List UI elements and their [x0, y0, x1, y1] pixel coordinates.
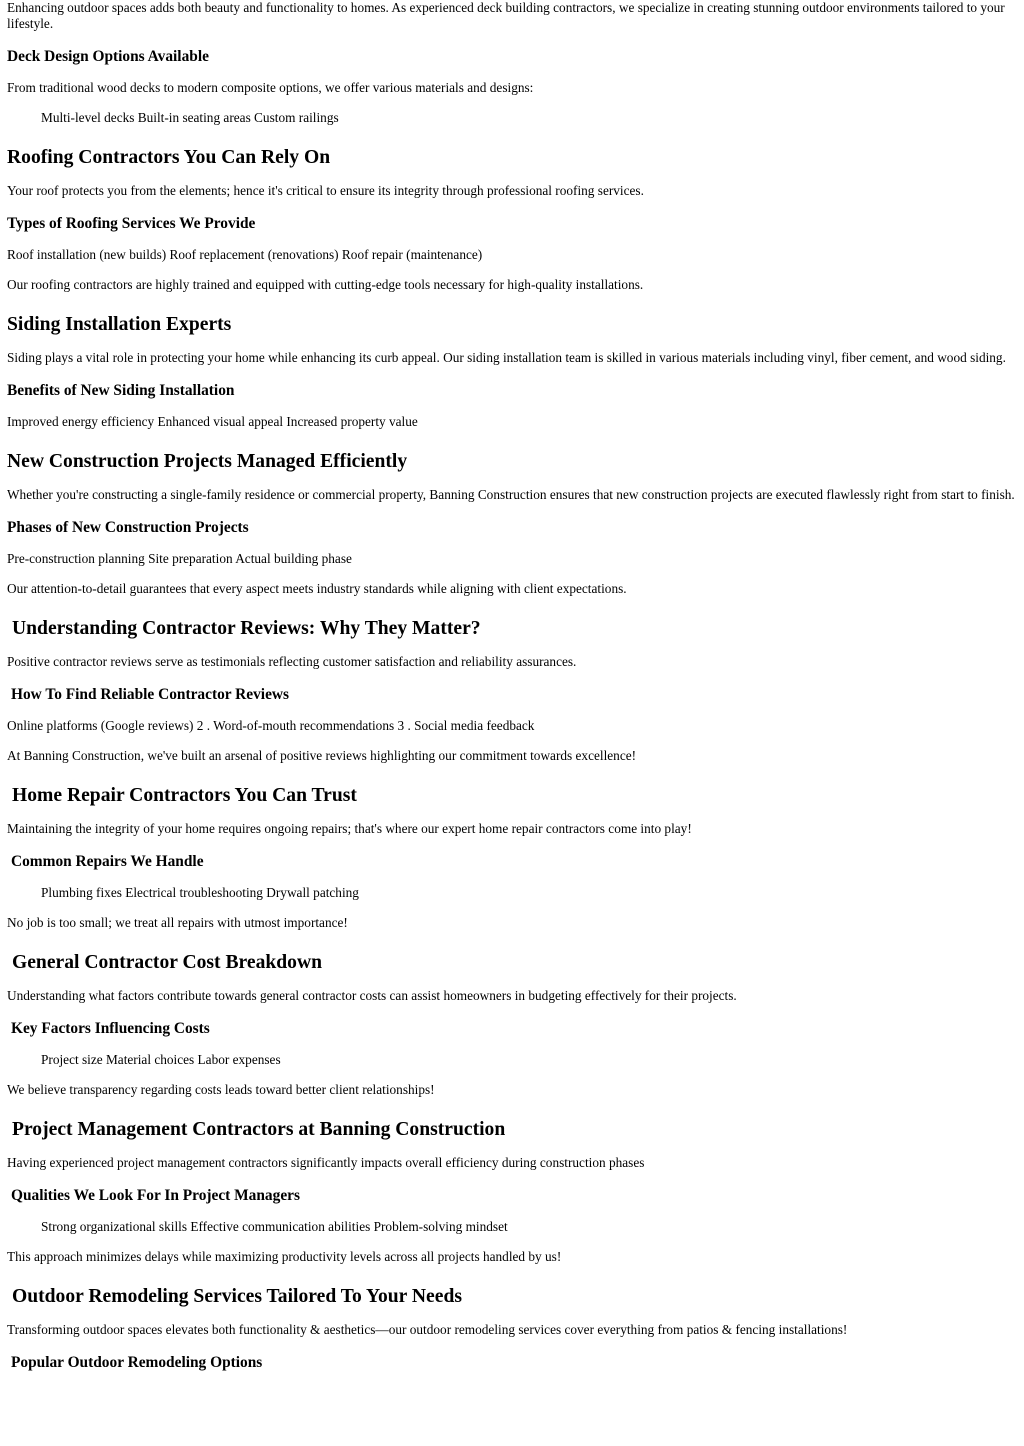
- repair-heading: Home Repair Contractors You Can Trust: [12, 784, 357, 806]
- repair-list: Plumbing fixes Electrical troubleshooting Drywall patching: [41, 885, 359, 900]
- management-closing: This approach minimizes delays while maximizing productivity levels across all projects handled by us!: [7, 1249, 562, 1264]
- roofing-services-list: Roof installation (new builds) Roof replacement (renovations) Roof repair (maintenance): [7, 247, 483, 262]
- reviews-closing: At Banning Construction, we've built an arsenal of positive reviews highlighting our commitment towards excellence!: [7, 748, 637, 763]
- cost-subheading: Key Factors Influencing Costs: [11, 1020, 210, 1037]
- deck-paragraph: From traditional wood decks to modern composite options, we offer various materials and designs:: [7, 80, 534, 95]
- cost-factors-list: Project size Material choices Labor expenses: [41, 1052, 281, 1067]
- construction-closing: Our attention-to-detail guarantees that every aspect meets industry standards while aligning with client expectations.: [7, 581, 627, 596]
- roofing-heading: Roofing Contractors You Can Rely On: [7, 146, 331, 168]
- reviews-list: Online platforms (Google reviews) 2 . Word-of-mouth recommendations 3 . Social media feedback: [7, 718, 535, 733]
- construction-paragraph: Whether you're constructing a single-family residence or commercial property, Banning Construction ensures that new construction projects are executed flawlessly right from start to finish.: [7, 486, 1015, 502]
- cost-paragraph: Understanding what factors contribute towards general contractor costs can assist homeowners in budgeting effectively for their projects.: [7, 987, 737, 1003]
- construction-phases-list: Pre-construction planning Site preparation Actual building phase: [7, 551, 352, 566]
- management-qualities-list: Strong organizational skills Effective communication abilities Problem-solving mindset: [41, 1219, 508, 1234]
- construction-heading: New Construction Projects Managed Efficiently: [7, 450, 408, 472]
- intro-paragraph: Enhancing outdoor spaces adds both beauty and functionality to homes. As experienced deck building contractors, we specialize in creating stunning outdoor environments tailored to your lifestyle.: [7, 0, 1005, 31]
- siding-heading: Siding Installation Experts: [7, 313, 232, 335]
- management-paragraph: Having experienced project management contractors significantly impacts overall efficiency during construction phases: [7, 1154, 645, 1170]
- cost-closing: We believe transparency regarding costs leads toward better client relationships!: [7, 1082, 435, 1097]
- reviews-subheading: How To Find Reliable Contractor Reviews: [11, 686, 290, 703]
- reviews-paragraph: Positive contractor reviews serve as testimonials reflecting customer satisfaction and reliability assurances.: [7, 653, 577, 669]
- deck-subheading: Deck Design Options Available: [7, 48, 209, 65]
- management-subheading: Qualities We Look For In Project Managers: [11, 1187, 300, 1204]
- deck-options-list: Multi-level decks Built-in seating areas Custom railings: [41, 110, 339, 125]
- construction-subheading: Phases of New Construction Projects: [7, 519, 249, 536]
- cost-heading: General Contractor Cost Breakdown: [12, 951, 323, 973]
- outdoor-paragraph: Transforming outdoor spaces elevates both functionality & aesthetics—our outdoor remodeling services cover everything from patios & fencing installations!: [7, 1321, 848, 1337]
- roofing-subheading: Types of Roofing Services We Provide: [7, 215, 256, 232]
- management-heading: Project Management Contractors at Banning Construction: [12, 1118, 506, 1140]
- reviews-heading: Understanding Contractor Reviews: Why They Matter?: [12, 617, 481, 639]
- siding-paragraph: Siding plays a vital role in protecting your home while enhancing its curb appeal. Our siding installation team is skilled in various materials including vinyl, fiber cement, and wood siding.: [7, 349, 1006, 365]
- outdoor-subheading: Popular Outdoor Remodeling Options: [11, 1354, 263, 1371]
- repair-closing: No job is too small; we treat all repairs with utmost importance!: [7, 915, 348, 930]
- roofing-closing: Our roofing contractors are highly trained and equipped with cutting-edge tools necessary for high-quality installations.: [7, 277, 644, 292]
- siding-benefits-list: Improved energy efficiency Enhanced visual appeal Increased property value: [7, 414, 418, 429]
- siding-subheading: Benefits of New Siding Installation: [7, 382, 235, 399]
- repair-paragraph: Maintaining the integrity of your home requires ongoing repairs; that's where our expert home repair contractors come into play!: [7, 820, 692, 836]
- repair-subheading: Common Repairs We Handle: [11, 853, 204, 870]
- roofing-paragraph: Your roof protects you from the elements; hence it's critical to ensure its integrity through professional roofing services.: [7, 182, 644, 198]
- outdoor-heading: Outdoor Remodeling Services Tailored To Your Needs: [12, 1285, 462, 1307]
